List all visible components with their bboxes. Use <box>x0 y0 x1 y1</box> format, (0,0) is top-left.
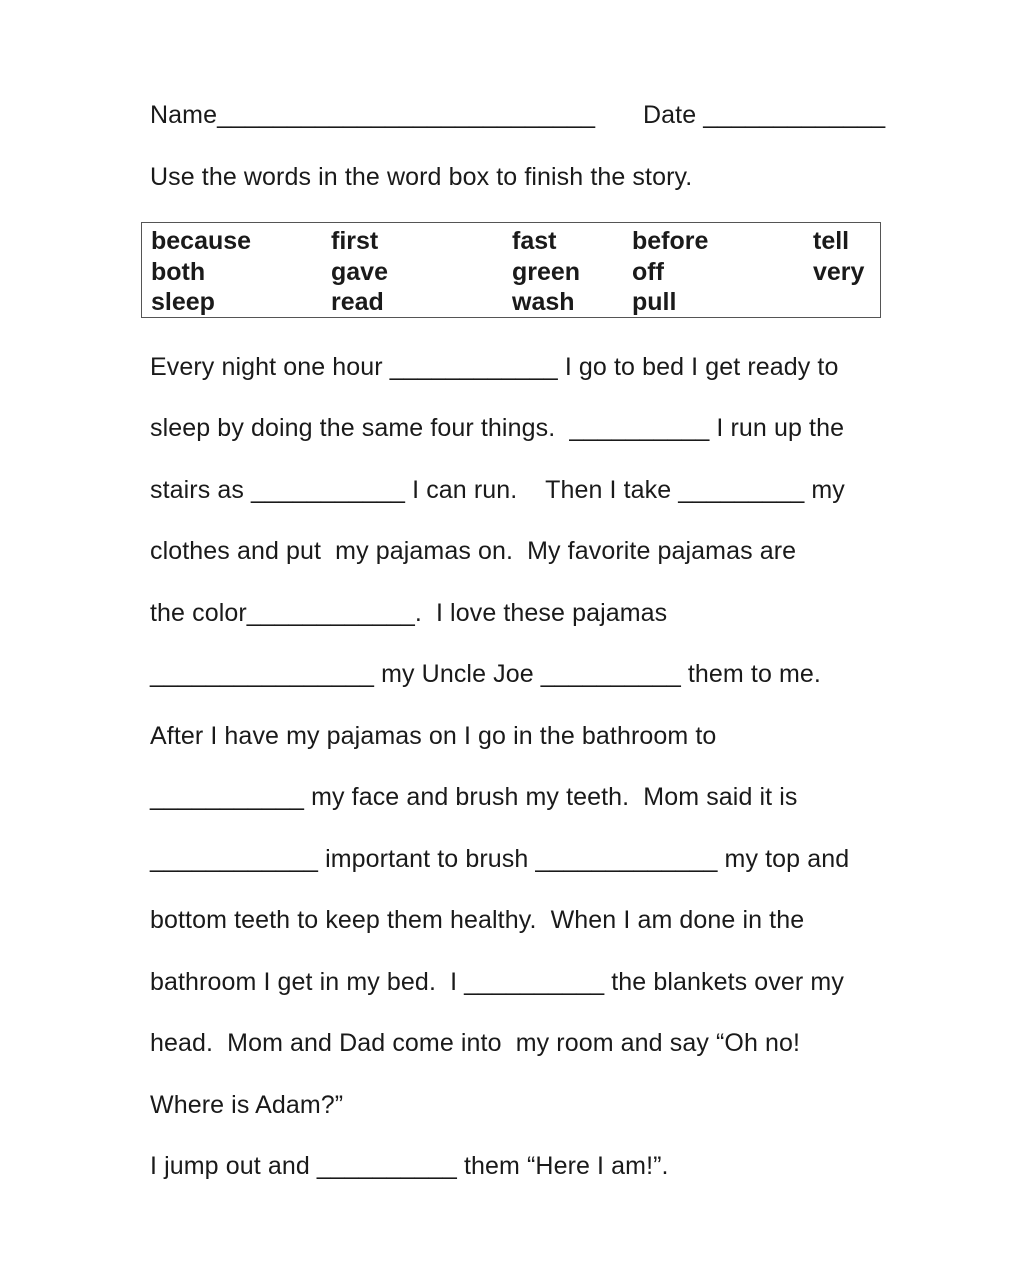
word-wash: wash <box>512 288 575 316</box>
word-box <box>141 222 881 318</box>
story-line: clothes and put my pajamas on. My favorite pajamas are <box>150 537 797 565</box>
word-both: both <box>151 258 206 286</box>
story-line: stairs as ___________ I can run. Then I take _________ my <box>150 476 845 504</box>
word-pull: pull <box>632 288 677 316</box>
story-line: Every night one hour ____________ I go to bed I get ready to <box>150 353 839 381</box>
story-line: sleep by doing the same four things. __________ I run up the <box>150 414 845 442</box>
word-read: read <box>331 288 384 316</box>
word-first: first <box>331 227 379 255</box>
story-line: Where is Adam?” <box>150 1091 344 1119</box>
word-sleep: sleep <box>151 288 215 316</box>
story-line: the color____________. I love these pajamas <box>150 599 668 627</box>
story-line: head. Mom and Dad come into my room and say “Oh no! <box>150 1029 801 1057</box>
word-because: because <box>151 227 252 255</box>
word-fast: fast <box>512 227 557 255</box>
name-field-line[interactable]: Name___________________________ <box>150 101 596 129</box>
story-line: ___________ my face and brush my teeth. Mom said it is <box>150 783 798 811</box>
story-line: bottom teeth to keep them healthy. When I am done in the <box>150 906 805 934</box>
story-line: I jump out and __________ them “Here I am!”. <box>150 1152 669 1180</box>
story-line: ____________ important to brush _____________ my top and <box>150 845 850 873</box>
word-gave: gave <box>331 258 388 286</box>
word-tell: tell <box>813 227 850 255</box>
word-off: off <box>632 258 664 286</box>
story-line: ________________ my Uncle Joe __________ them to me. <box>150 660 821 688</box>
word-very: very <box>813 258 865 286</box>
story-line: After I have my pajamas on I go in the bathroom to <box>150 722 717 750</box>
date-field-line[interactable]: Date _____________ <box>643 101 886 129</box>
instructions: Use the words in the word box to finish the story. <box>150 163 693 191</box>
word-green: green <box>512 258 581 286</box>
word-before: before <box>632 227 709 255</box>
story-line: bathroom I get in my bed. I __________ the blankets over my <box>150 968 844 996</box>
